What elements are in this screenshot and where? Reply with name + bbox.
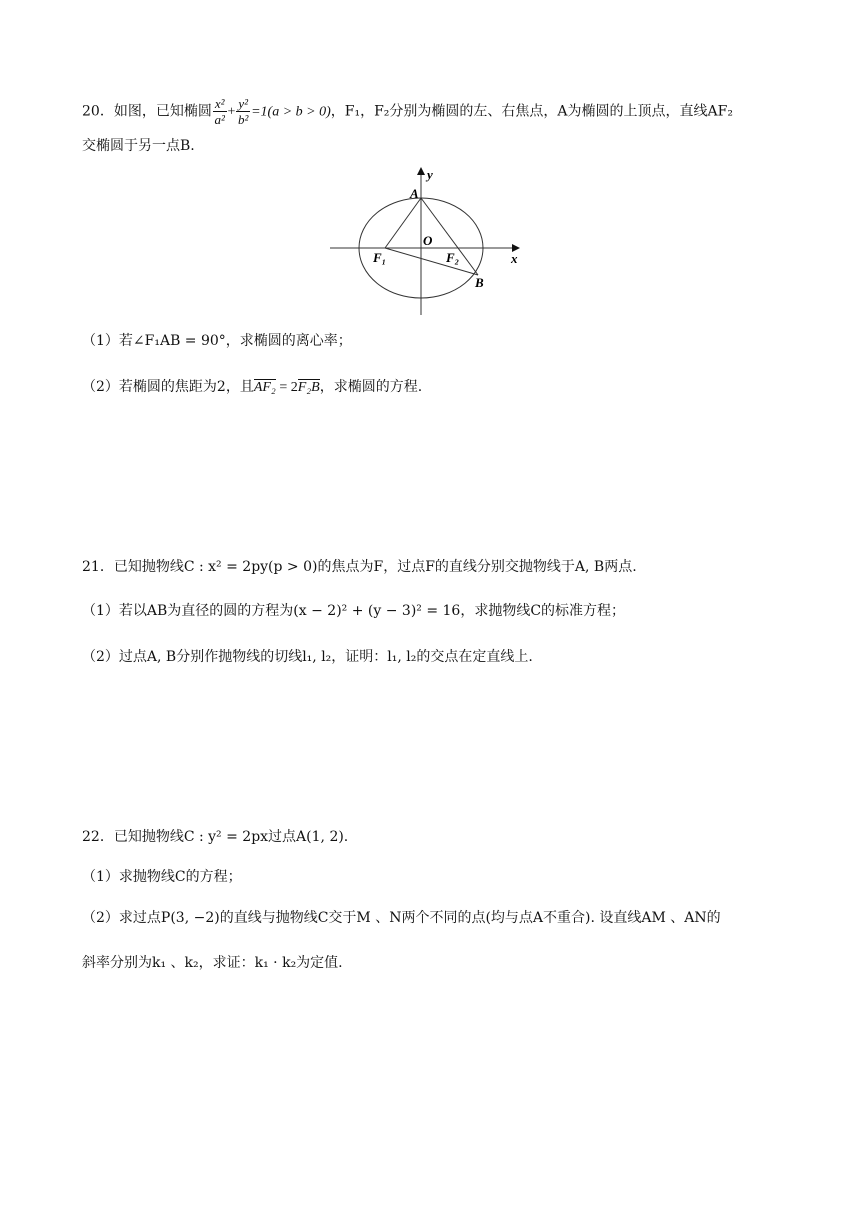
segment-AF1 [385, 198, 421, 248]
problem-20-intro-rest: ，F₁，F₂分别为椭圆的左、右焦点，A为椭圆的上顶点，直线AF₂ [330, 103, 733, 120]
label-y: y [427, 167, 433, 182]
part-2-suffix: ，求椭圆的方程. [319, 379, 423, 395]
segment-F1B [385, 248, 478, 275]
part-2-prefix: （2）若椭圆的焦距为2，且 [82, 379, 254, 395]
vector-AF2: AF₂ [253, 380, 276, 395]
frac-x-den: a² [214, 112, 225, 127]
problem-22-part-2-line-2: 斜率分别为k₁ 、k₂，求证：k₁ · k₂为定值. [82, 955, 343, 971]
vector-F2B: F₂B [297, 380, 320, 395]
problem-22-part-2-line-1: （2）求过点P(3, −2)的直线与抛物线C交于M 、N两个不同的点(均与点A不重合). 设直线AM 、AN的 [82, 910, 721, 926]
label-x: x [511, 251, 518, 266]
problem-20-number: 20． [82, 103, 114, 120]
problem-21-line-1: 21．已知抛物线C : x² = 2py(p > 0)的焦点为F，过点F的直线分别交抛物线于A, B两点. [82, 559, 637, 575]
problem-22-part-1: （1）求抛物线C的方程； [82, 869, 242, 885]
frac-y-num: y² [238, 96, 249, 111]
label-B: B [475, 275, 484, 290]
fraction-x-over-a [213, 96, 227, 127]
frac-y-den: b² [238, 112, 249, 127]
problem-21-part-2: （2）过点A, B分别作抛物线的切线l₁, l₂，证明：l₁, l₂的交点在定直线上. [82, 649, 533, 665]
problem-20-line-1: 20．如图，已知椭圆 $\frac{\text{x²}}{\text{a²}}$ + $\frac{\text{y²}}{\text{b²}}$ =1(a > b > 0)，F₁，F₂分别为椭圆的左、右焦点，A为椭圆的上顶点，直线AF₂ [82, 96, 733, 127]
part-2-mid: = 2 [275, 380, 298, 395]
problem-20-line-2: 交椭圆于另一点B. [82, 138, 195, 154]
label-A: A [410, 186, 419, 201]
problem-20-intro: 如图，已知椭圆 [113, 103, 212, 120]
label-F2: F₂ [446, 250, 460, 265]
label-F1: F₁ [373, 250, 387, 265]
ellipse-figure [328, 165, 528, 317]
label-O: O [423, 233, 433, 248]
problem-20-part-1: （1）若∠F₁AB = 90°，求椭圆的离心率； [82, 333, 352, 349]
frac-x-num: x² [214, 96, 225, 111]
y-axis-arrow-icon [417, 167, 425, 175]
fraction-y-over-b [236, 96, 250, 127]
problem-22-line-1: 22．已知抛物线C : y² = 2px过点A(1, 2). [82, 829, 349, 845]
problem-21-part-1: （1）若以AB为直径的圆的方程为(x − 2)² + (y − 3)² = 16，求抛物线C的标准方程； [82, 603, 626, 619]
ellipse-equation-rest: =1(a > b > 0) [251, 104, 331, 120]
problem-20-part-2 [82, 377, 422, 398]
